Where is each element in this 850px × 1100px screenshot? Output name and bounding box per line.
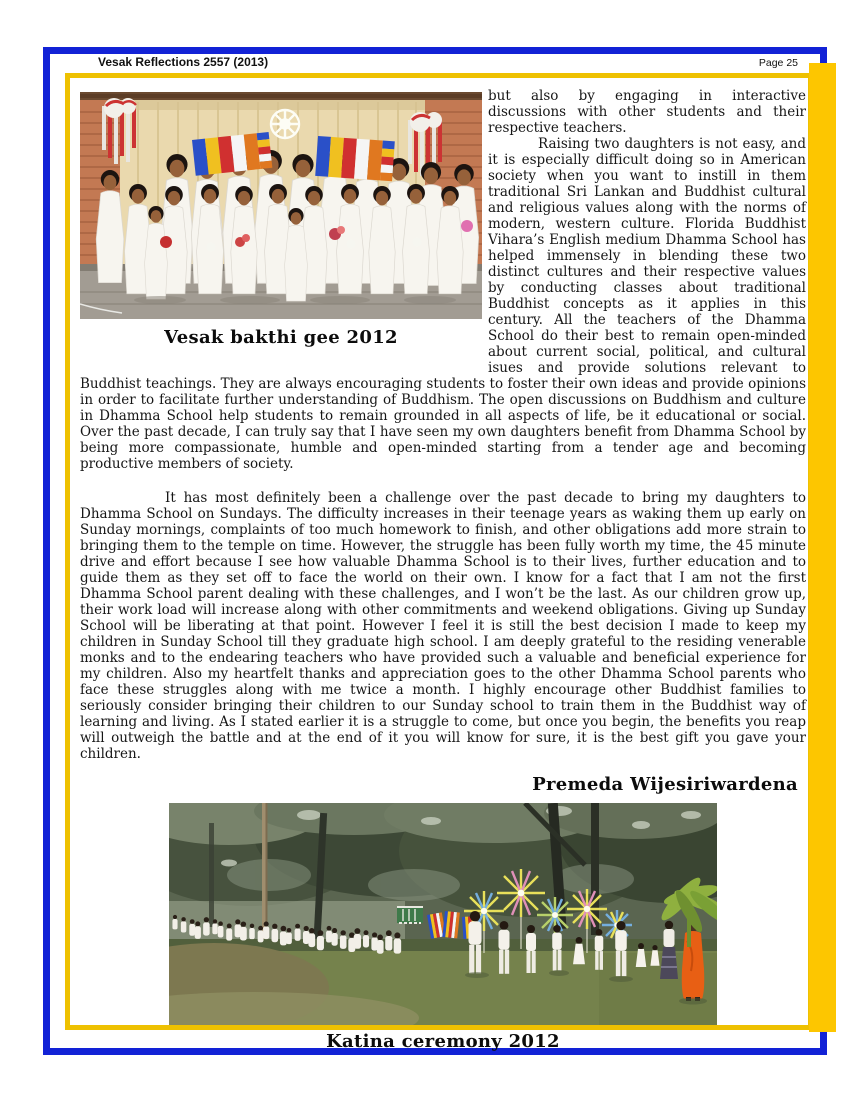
article-paragraph-opening: but also by engaging in interactive discussions with other students and their respective teachers. [488, 88, 806, 136]
article-content [80, 88, 806, 1052]
canopy-tent [397, 907, 423, 923]
buddhist-flag-right-icon [315, 136, 395, 181]
katina-photo-block [169, 803, 717, 1052]
article-paragraph-challenge: It has most definitely been a challenge over the past decade to bring my daughters to Dhamma School on Sundays. The difficulty increases in their teenage years as waking them up early on Sunday mornings, complaints of too much homework to finish, and other obligations add more strain to bringing them to the temple on time. However, the struggle has been fully worth my time, the 45 minute drive and effort because I see how valuable Dhamma School is to their lives, further education and to guide them as they set off to face the world on their own. I know for a fact that I am not the first Dhamma School parent dealing with these challenges, and I won’t be the last. As our children grow up, their work load will increase along with other commitments and weekend obligations. Giving up Sunday School will be liberating at that point. However I feel it is still the best decision I made to keep my children in Sunday School till they graduate high school. I am deeply grateful to the residing venerable monks and to the endearing teachers who have provided such a valuable and beneficial experience for my children. Also my heartfelt thanks and appreciation goes to the other Dhamma School parents who face these struggles along with me twice a month. I highly encourage other Buddhist families to seriously consider bringing their children to our Sunday school to train them in the Buddhist way of learning and living. As I stated earlier it is a struggle to come, but once you begin, the benefits you reap will outweigh the battle and at the end of it you will know for sure, it is the best gift you gave your children. [80, 490, 806, 762]
dharma-wheel-icon [271, 110, 299, 138]
katina-photo [169, 803, 717, 1025]
page-number: Page 25 [758, 57, 798, 69]
vesak-photo-block [80, 92, 482, 348]
article-paragraph-raising: Raising two daughters is not easy, and it is especially difficult doing so in American society when you want to instill in them traditional Sri Lankan and Buddhist cultural and religious values along with the norms of modern, western culture. Florida Buddhist Vihara’s English medium Dhamma School has helped immensely in blending these two distinct cultures and their respective values by conducting classes about traditional Buddhist concepts as it applies in this century. All the teachers of the Dhamma School do their best to remain open-minded about current social, political, and cultural isues and provide solutions relevant to Buddhist teachings. They are always encouraging students to foster their own ideas and provide opinions in order to facilitate further understanding of Buddhism. The open discussions on Buddhism and culture in Dhamma School help students to remain grounded in all aspects of life, be it educational or social. Over the past decade, I can truly say that I have seen my own daughters benefit from Dhamma School by being more compassionate, humble and open-minded starting from a tender age and becoming productive members of society. [80, 136, 806, 472]
author-signature: Premeda Wijesiriwardena [532, 774, 798, 795]
vesak-photo [80, 92, 482, 319]
page-border-gold-tab [809, 63, 836, 1032]
photo-caption-katina: Katina ceremony 2012 [326, 1031, 560, 1052]
photo-caption-vesak: Vesak bakthi gee 2012 [164, 327, 398, 348]
newsletter-title: Vesak Reflections 2557 (2013) [98, 55, 269, 69]
